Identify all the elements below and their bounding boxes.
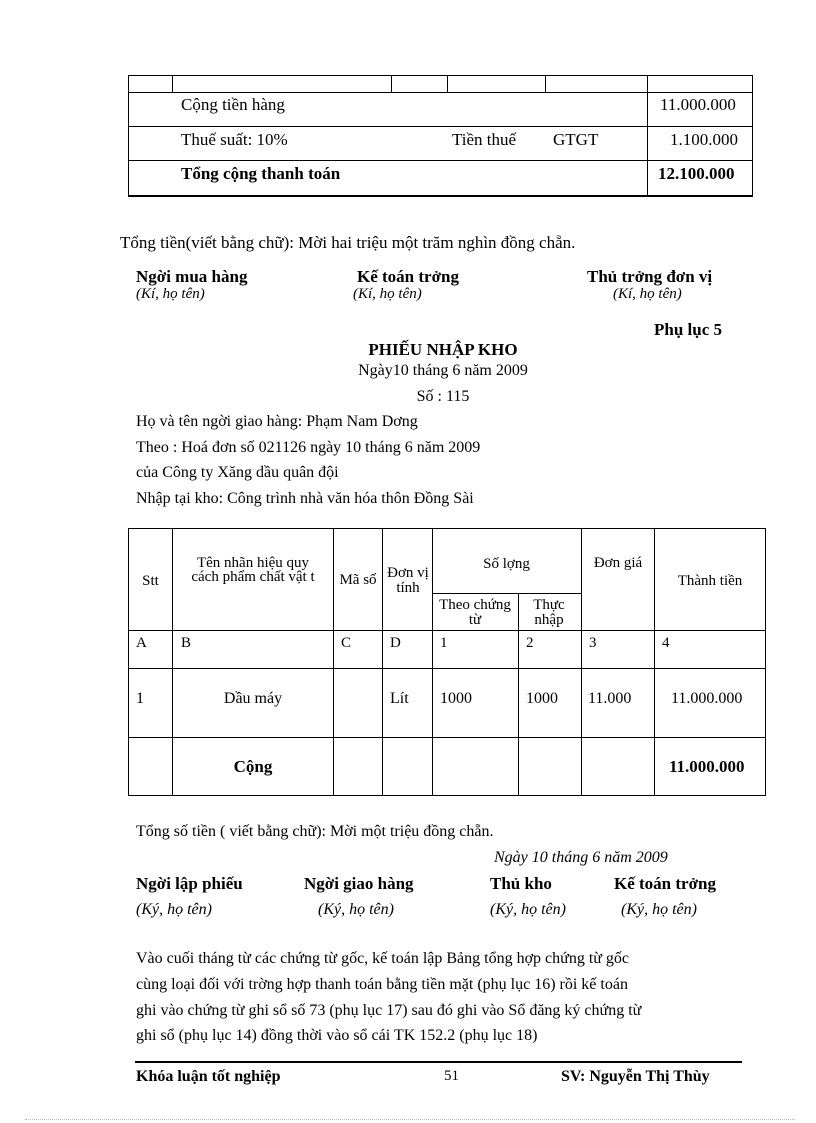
receipt-title: PHIẾU NHẬP KHO	[368, 340, 518, 359]
item-unit: Lít	[390, 690, 409, 707]
body-line-3: ghi vào chứng từ ghi sổ số 73 (phụ lục 17) sau đó ghi vào Sổ đăng ký chứng từ	[136, 1002, 642, 1019]
receipt-amount-in-words: Tổng số tiền ( viết bằng chữ): Mời một triệu đồng chẵn.	[136, 823, 494, 840]
total-amount: 11.000.000	[669, 757, 745, 776]
col-number-3: 3	[589, 635, 597, 651]
receipt-preparer-note: (Ký, họ tên)	[136, 901, 212, 918]
footer-rule	[135, 1061, 742, 1063]
header-code: Mã số	[339, 572, 377, 588]
page-bottom-dotted-edge	[25, 1119, 795, 1120]
item-qty-document: 1000	[440, 690, 472, 707]
tax-amount-label: Tiền thuế	[452, 130, 517, 149]
appendix-label: Phụ lục 5	[654, 320, 723, 339]
body-line-4: ghi sổ (phụ lục 14) đồng thời vào sổ cái TK 152.2 (phụ lục 18)	[136, 1027, 538, 1044]
receipt-number: Số : 115	[416, 388, 470, 405]
header-item-name: Tên nhãn hiệu quy cách phẩm chất vật t	[191, 555, 315, 585]
invoice-ref-line: Theo : Hoá đơn số 021126 ngày 10 tháng 6 năm 2009	[136, 439, 481, 456]
col-number-1: 1	[440, 635, 448, 651]
header-unit-price: Đơn giá	[593, 555, 643, 571]
invoice-amount-in-words: Tổng tiền(viết bằng chữ): Mời hai triệu một trăm nghìn đồng chẵn.	[120, 233, 576, 252]
storekeeper-note: (Ký, họ tên)	[490, 901, 566, 918]
header-qty-received: Thực nhập	[533, 598, 565, 628]
deliverer-title: Ngời giao hàng	[304, 874, 414, 893]
warehouse-line: Nhập tại kho: Công trình nhà văn hóa thôn Đồng Sài	[136, 490, 474, 507]
chief-accountant-title: Kế toán trởng	[357, 267, 459, 286]
deliverer-line: Họ và tên ngời giao hàng: Phạm Nam Dơng	[136, 413, 418, 430]
item-qty-received: 1000	[526, 690, 558, 707]
receipt-preparer-title: Ngời lập phiếu	[136, 874, 243, 893]
vat-label: GTGT	[553, 130, 599, 149]
footer-page-number: 51	[444, 1068, 459, 1084]
total-label: Cộng	[233, 757, 273, 776]
accountant-note: (Ký, họ tên)	[621, 901, 697, 918]
subtotal-label: Cộng tiền hàng	[181, 95, 285, 114]
tax-value: 1.100.000	[670, 130, 738, 149]
col-letter-c: C	[341, 635, 352, 651]
item-stt: 1	[136, 690, 144, 707]
body-line-1: Vào cuối tháng từ các chứng từ gốc, kế toán lập Bảng tổng hợp chứng từ gốc	[136, 950, 630, 967]
grand-total-value: 12.100.000	[658, 164, 735, 183]
col-number-2: 2	[526, 635, 534, 651]
storekeeper-title: Thủ kho	[490, 874, 552, 893]
item-name: Dầu máy	[223, 690, 283, 707]
tax-rate-label: Thuế suất: 10%	[181, 130, 288, 149]
unit-head-title: Thủ trởng đơn vị	[587, 267, 713, 286]
item-unit-price: 11.000	[588, 690, 632, 707]
buyer-title: Ngời mua hàng	[136, 267, 248, 286]
header-stt: Stt	[142, 573, 159, 589]
subtotal-value: 11.000.000	[660, 95, 736, 114]
col-letter-d: D	[390, 635, 401, 651]
receipt-date: Ngày10 tháng 6 năm 2009	[358, 362, 528, 379]
chief-accountant-note: (Kí, họ tên)	[353, 286, 422, 302]
col-number-4: 4	[662, 635, 670, 651]
body-line-2: cùng loại đối với trờng hợp thanh toán bằng tiền mặt (phụ lục 16) rồi kế toán	[136, 976, 628, 993]
item-amount: 11.000.000	[671, 690, 743, 707]
header-amount: Thành tiền	[677, 573, 743, 589]
col-letter-b: B	[181, 635, 192, 651]
buyer-note: (Kí, họ tên)	[136, 286, 205, 302]
col-letter-a: A	[136, 635, 147, 651]
header-unit: Đơn vị tính	[387, 565, 429, 596]
deliverer-note: (Ký, họ tên)	[318, 901, 394, 918]
supplier-line: của Công ty Xăng dầu quân đội	[136, 464, 339, 481]
grand-total-label: Tổng cộng thanh toán	[181, 164, 341, 183]
header-qty-per-document: Theo chứng từ	[439, 598, 511, 628]
accountant-title: Kế toán trởng	[614, 874, 716, 893]
header-quantity: Số lợng	[483, 556, 530, 572]
unit-head-note: (Kí, họ tên)	[613, 286, 682, 302]
footer-student-name: SV: Nguyễn Thị Thùy	[561, 1068, 710, 1085]
footer-thesis-label: Khóa luận tốt nghiệp	[136, 1068, 281, 1085]
sign-date: Ngày 10 tháng 6 năm 2009	[494, 849, 668, 866]
